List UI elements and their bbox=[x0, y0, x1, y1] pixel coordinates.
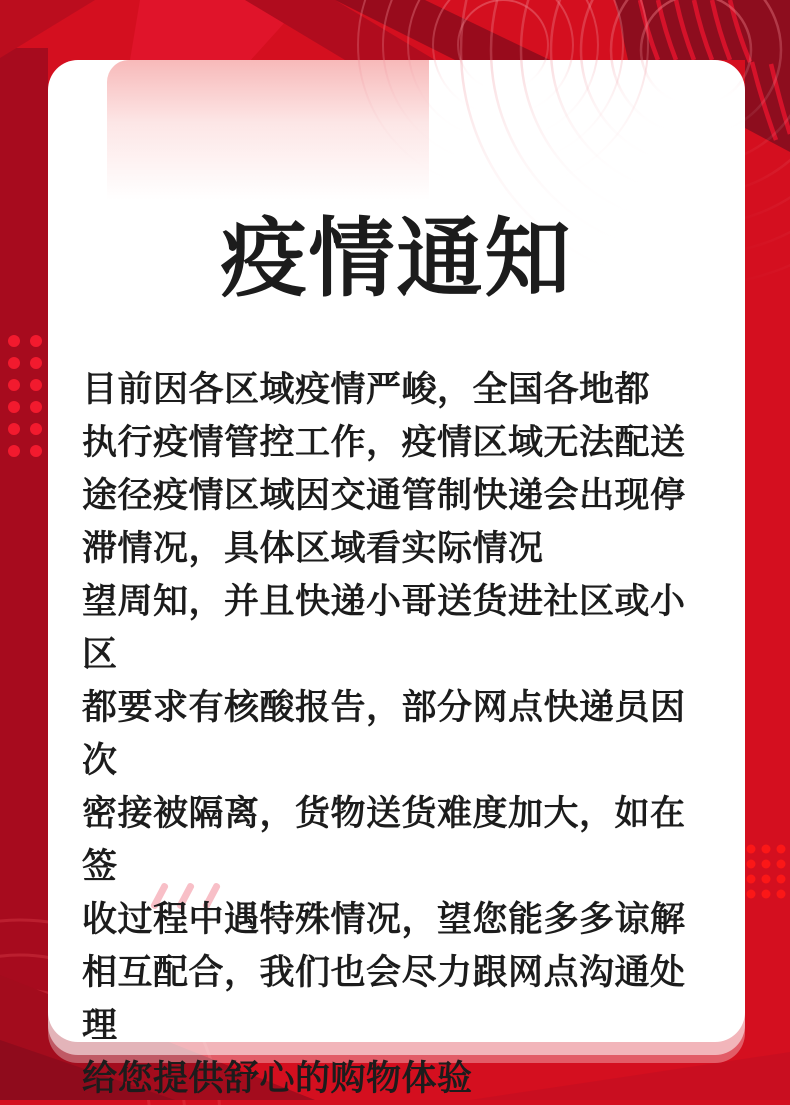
notice-card bbox=[48, 60, 745, 1098]
left-dark-strip bbox=[0, 48, 48, 1023]
notice-line: 密接被隔离，货物送货难度加大，如在签 bbox=[82, 794, 686, 886]
notice-line: 望周知，并且快递小哥送货进社区或小区 bbox=[82, 582, 686, 674]
notice-line: 目前因各区域疫情严峻，全国各地都 bbox=[82, 370, 651, 409]
notice-line: 相互配合，我们也会尽力跟网点沟通处理 bbox=[82, 953, 686, 1045]
notice-title: 疫情通知 bbox=[220, 211, 573, 307]
card-top-gradient bbox=[107, 60, 429, 200]
notice-line: 滞情况，具体区域看实际情况 bbox=[82, 529, 544, 568]
notice-line: 执行疫情管控工作，疫情区域无法配送 bbox=[82, 423, 686, 462]
notice-line: 都要求有核酸报告，部分网点快递员因次 bbox=[82, 688, 686, 780]
notice-line: 收过程中遇特殊情况，望您能多多谅解 bbox=[82, 900, 686, 939]
notice-body bbox=[82, 363, 715, 1105]
notice-line: 途径疫情区域因交通管制快递会出现停 bbox=[82, 476, 686, 515]
notice-line: 给您提供舒心的购物体验 bbox=[82, 1059, 473, 1098]
